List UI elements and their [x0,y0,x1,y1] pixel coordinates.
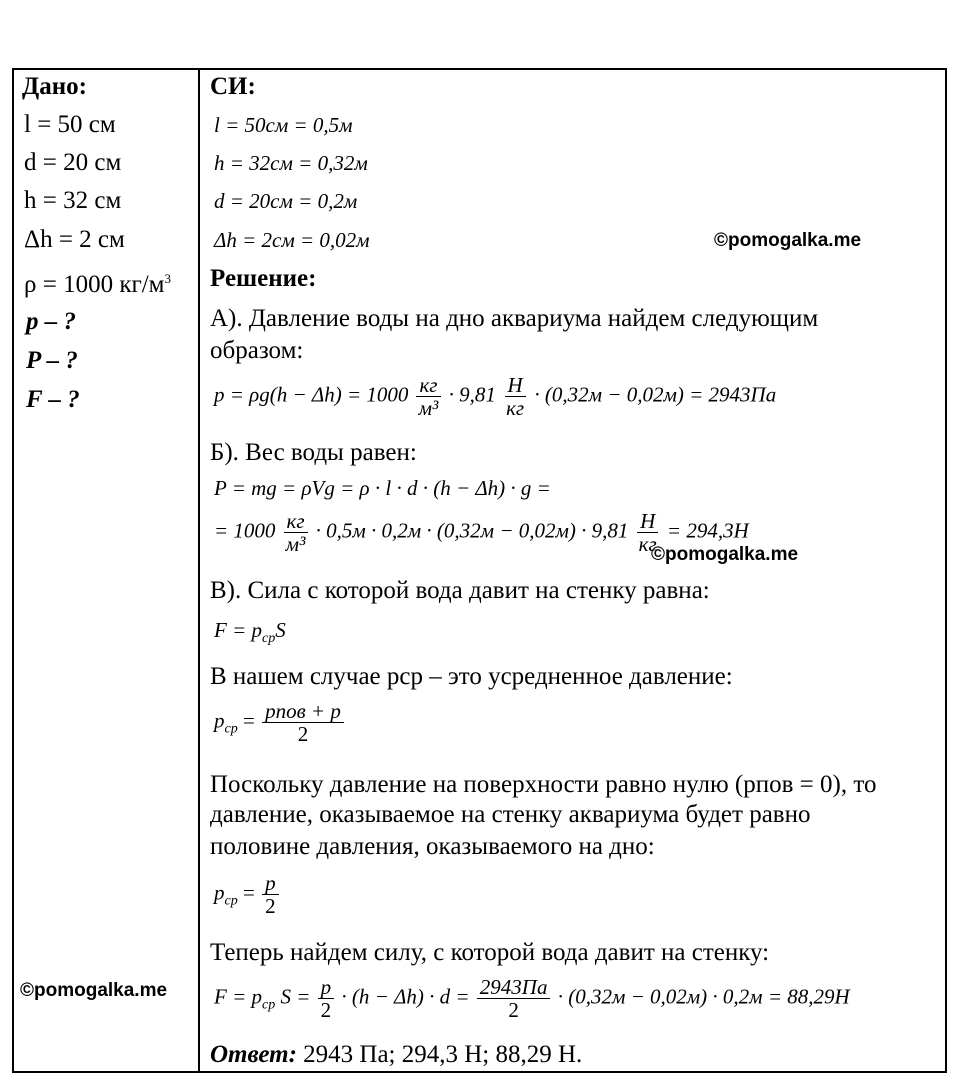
fraction-num: Н [637,510,658,533]
fraction-kg-m3 [416,374,442,419]
fraction-n-kg [503,374,527,419]
question-force: F – ? [26,386,80,413]
fraction-num: кг [284,510,308,533]
equals: = [242,708,255,733]
fraction-den: м³ [418,396,439,420]
fraction-den: 2 [320,998,332,1022]
si-h: h = 32см = 0,32м [214,151,368,175]
since-line3: половине давления, оказываемого на дно: [210,833,655,860]
si-d: d = 20см = 0,2м [214,189,358,213]
si-dh: Δh = 2см = 0,02м [214,228,370,252]
fraction-2943 [477,976,551,1021]
formula-force-def-right: S [275,618,286,642]
fraction-den: кг [506,396,525,420]
fraction-den: м³ [285,532,306,556]
fraction-num: Н [505,374,526,397]
given-rho [24,264,171,300]
formula-half-pressure [214,872,281,917]
answer-text: 2943 Па; 294,3 Н; 88,29 Н. [296,1041,583,1068]
formula-avg-pressure [214,700,346,745]
given-rho-exp: 3 [164,271,171,286]
solution-table [12,68,947,1073]
avg-p: p [214,708,225,733]
formula-pressure-left: p = ρg(h − Δh) = 1000 [214,382,409,407]
given-title: Дано: [22,73,87,100]
fraction-num: 2943Па [477,976,551,999]
solution-title: Решение: [210,265,317,292]
part-a-line1: А). Давление воды на дно аквариума найдем следующим [210,305,819,332]
question-weight: P – ? [26,347,78,374]
given-dh: Δh = 2 см [24,226,125,253]
part-b-line: Б). Вес воды равен: [210,439,417,466]
since-line1: Поскольку давление на поверхности равно нулю (pпов = 0), то [210,771,877,798]
force-final-left: F = p [214,984,262,1009]
given-h: h = 32 см [24,187,122,214]
fraction-p-2 [318,976,335,1021]
force-final-c: · (0,32м − 0,02м) · 0,2м = 88,29Н [557,984,850,1009]
fraction-half [262,872,279,917]
formula-weight-2-left: = 1000 [214,518,276,543]
subscript-sr: ср [262,631,276,646]
formula-force-final [214,976,850,1021]
formula-weight-2-right: = 294,3Н [666,518,749,543]
fraction-den: 2 [265,894,276,918]
answer-line [210,1040,582,1070]
fraction-kg-m3 [283,510,309,555]
fraction-num: кг [416,374,440,397]
subscript-sr: ср [262,997,276,1013]
fraction-num: p [262,872,279,895]
si-l: l = 50см = 0,5м [214,113,353,137]
equals: = [242,880,255,905]
since-line2: давление, оказываемое на стенку аквариума будет равно [210,801,811,828]
formula-pressure-right: · (0,32м − 0,02м) = 2943Па [534,382,777,407]
column-divider [198,70,200,1071]
fraction-num: p [318,976,335,999]
given-rho-text: ρ = 1000 кг/м [24,271,165,298]
formula-weight-1: P = mg = ρVg = ρ · l · d · (h − Δh) · g = [214,476,551,500]
part-c-line: В). Сила с которой вода давит на стенку равна: [210,577,710,604]
case-line: В нашем случае pср – это усредненное давление: [210,663,733,690]
watermark-mid: ©pomogalka.me [651,544,799,565]
formula-weight-2-mid: · 0,5м · 0,2м · (0,32м − 0,02м) · 9,81 [315,518,629,543]
force-final-b: · (h − Δh) · d = [341,984,470,1009]
fraction-den: 2 [508,998,519,1022]
watermark-left: ©pomogalka.me [20,980,168,1001]
half-p: p [214,880,225,905]
given-d: d = 20 см [24,149,122,176]
subscript-sr: ср [224,721,238,737]
watermark-top: ©pomogalka.me [714,230,862,251]
part-a-line2: образом: [210,337,304,364]
fraction-num: pпов + p [262,700,344,723]
given-l: l = 50 см [24,111,116,138]
fraction-avg [262,700,344,745]
force-final-a: S = [280,984,311,1009]
formula-force-def-left: F = p [214,618,262,642]
question-p: p – ? [26,308,76,335]
formula-pressure-mid: · 9,81 [448,382,496,407]
answer-label: Ответ: [210,1041,297,1068]
now-line: Теперь найдем силу, с которой вода давит на стенку: [210,939,770,966]
formula-pressure [214,374,776,419]
fraction-den: 2 [297,722,309,746]
formula-force-def [214,618,286,647]
fraction-den: кг [638,532,657,556]
subscript-sr: ср [224,893,238,909]
si-title: СИ: [210,73,256,100]
